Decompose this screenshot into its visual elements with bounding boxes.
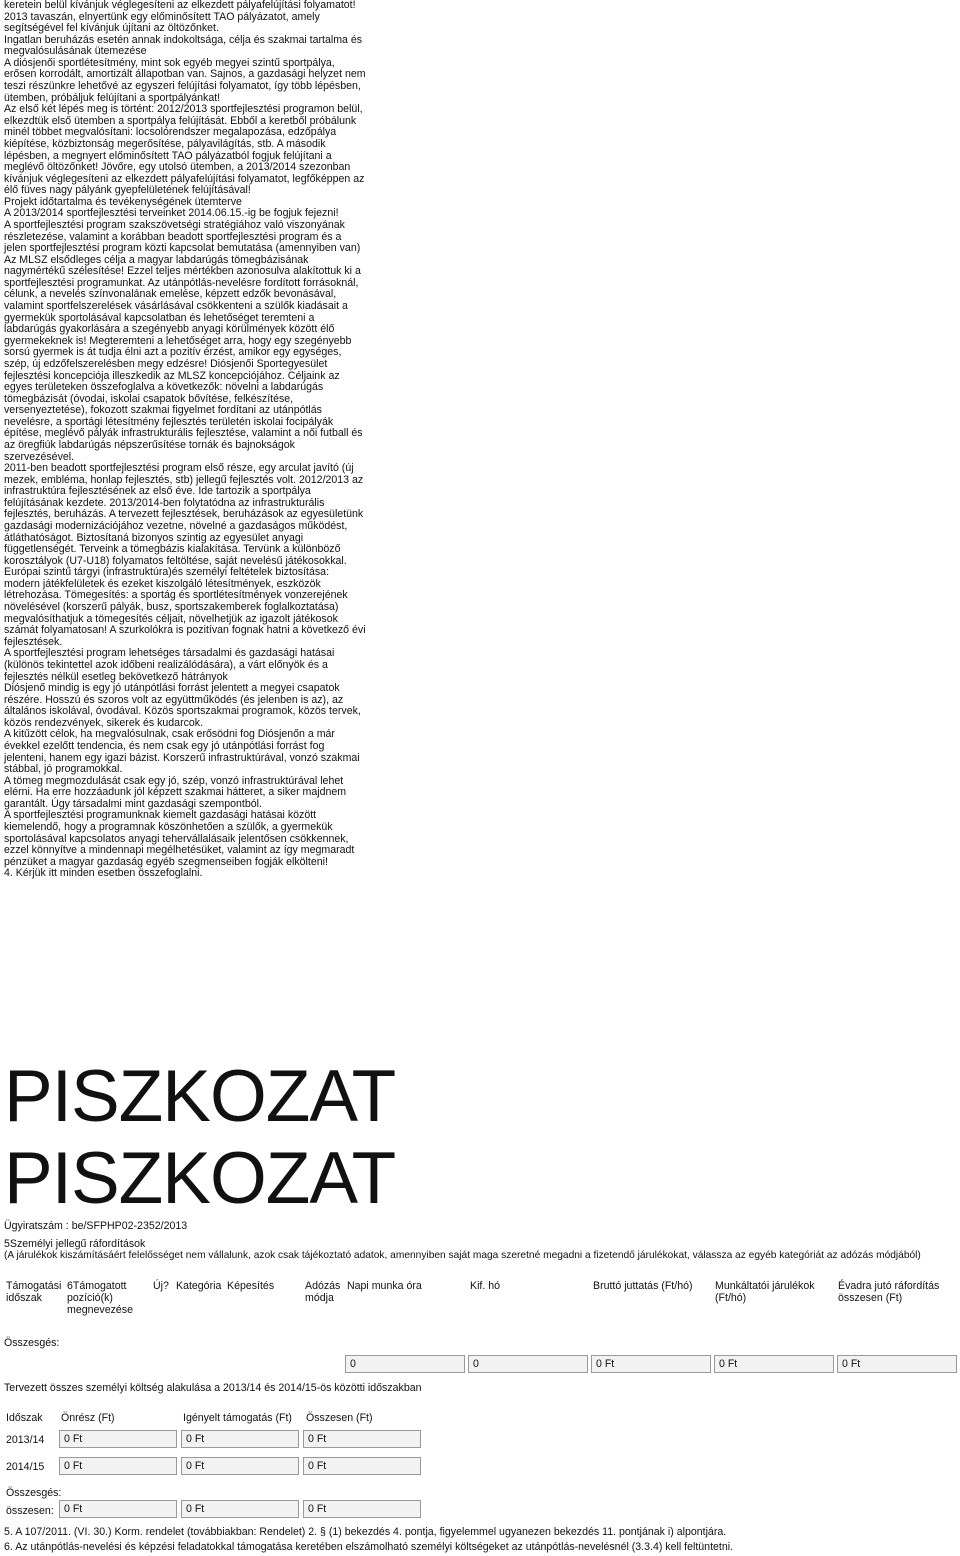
col-header: Önrész (Ft) [61, 1412, 115, 1424]
col-header: Kategória [176, 1280, 222, 1292]
paragraph: A 2013/2014 sportfejlesztési terveinket 2014.06.15.-ig be fogjuk fejezni! [4, 207, 339, 220]
col-header: Évadra jutó ráfordítás összesen (Ft) [838, 1280, 940, 1304]
col-header: Napi munka óra [347, 1280, 422, 1292]
section-heading: A sportfejlesztési program szakszövetségi stratégiához való viszonyának részletezése, valamint a korábban beadott sportfejlesztési program és a jelen sportfejlesztési program közti kapcsolat bemutatása (amennyiben van) [4, 218, 361, 255]
section-heading: A sportfejlesztési program lehetséges társadalmi és gazdasági hatásai (különös tekintettel azok időbeni realizálódására), a várt előnyök és a fejlesztés nélkül esetleg bekövetkező hátrányok [4, 647, 335, 683]
paragraph: Diósjenő mindig is egy jó utánpótlási forrást jelentett a megyei csapatok részére. Hosszú és szoros volt az együttműködés (és jelenben is az), az általános iskolával, óvodával. Közös sportszakmai programok, közös tervek, közös rendezvények, sikerek és kudarcok. [4, 682, 361, 729]
sum-field-total[interactable]: 0 Ft [837, 1355, 957, 1373]
own-share-2013[interactable]: 0 Ft [59, 1430, 177, 1448]
requested-2014[interactable]: 0 Ft [181, 1457, 299, 1475]
grand-total[interactable]: 0 Ft [303, 1500, 421, 1518]
section-heading: Projekt időtartalma és tevékenységének ütemterve [4, 195, 242, 208]
paragraph: keretein belül kívánjuk véglegesíteni az elkezdett pályafelújítási folyamatot! [4, 0, 356, 11]
col-header: Időszak [6, 1412, 43, 1424]
sum-field-contrib[interactable]: 0 Ft [714, 1355, 834, 1373]
section-title: 5Személyi jellegű ráfordítások [4, 1238, 146, 1250]
row-label: 2013/14 [6, 1434, 45, 1446]
col-header: Bruttó juttatás (Ft/hó) [593, 1280, 693, 1292]
draft-watermark: PISZKOZAT [4, 1138, 396, 1219]
sum-field-gross[interactable]: 0 Ft [591, 1355, 711, 1373]
paragraph: A sportfejlesztési programunknak kiemelt gazdasági hatásai között kiemelendő, hogy a programnak köszönhetően a szülők, a gyermekük sportolásával kapcsolatos anyagi tehervállalásaik jelentősen csökkennek, ezzel könnyítve a mindennapi megélhetésüket, valamint az így megmaradt pénzüket a magyar gazdaság egyéb szegmenseiben fogják elkölteni! [4, 809, 355, 868]
col-header: Igényelt támogatás (Ft) [183, 1412, 292, 1424]
draft-watermark: PISZKOZAT [4, 1056, 396, 1137]
row-label: 2014/15 [6, 1461, 45, 1473]
col-header: Támogatási időszak [6, 1280, 62, 1304]
total-2014[interactable]: 0 Ft [303, 1457, 421, 1475]
col-header: Adózás módja [305, 1280, 341, 1304]
paragraph: 2011-ben beadott sportfejlesztési program első része, egy arculat javító (új mezek, embléma, honlap fejlesztés, stb) jellegű fejlesztés volt. 2012/2013 az infrastruktúra fejlesztésének az első éve. Ide tartozik a sportpálya felújításának kezdete. 2013/2014-ben folytatódna az infrastrukturális fejlesztés, beruházás. A tervezett fejlesztések, beruházások az egyesületünk gazdasági modernizációjához vezetne, növelné a gazdaságos működést, átláthatóságot. Biztosítaná bizonyos szintig az egyesület anyagi függetlenségét. Terveink a tömegbázis kialakítása. Tervünk a különböző korosztályok (U7-U18) folyamatos feltöltése, saját nevelésű játékosokkal. Európai szintű tárgyi (infrastruktúra)és személyi feltételek biztosítása: modern játékfelületek és ezeket kiszolgáló létesítmények, eszközök létrehozása. Tömegesítés: a sportág és sportlétesítmények vonzerejének növelésével (korszerű pályák, busz, sportszakemberek foglalkoztatása) megvalósíthatjuk a tömegesítés céljait, növelhetjük az igazolt játékosok számát folyamatosan! A szurkolókra is pozitívan fognak hatni a következő évi fejlesztések. [4, 462, 366, 648]
col-header: Összesen (Ft) [306, 1412, 373, 1424]
col-header: Kif. hó [470, 1280, 501, 1292]
file-number: Ügyiratszám : be/SFPHP02-2352/2013 [4, 1220, 188, 1232]
col-header: Munkáltatói járulékok (Ft/hó) [715, 1280, 815, 1304]
section-note: (A járulékok kiszámításáért felelősséget nem vállalunk, azok csak tájékoztató adatok, amennyiben saját maga szeretné megadni a fizetendő járulékokat, válassza az egyéb kategóriát az adózás módjából) [4, 1250, 921, 1261]
planned-title: Tervezett összes személyi költség alakulása a 2013/14 és 2014/15-ös közötti időszakban [4, 1382, 422, 1394]
col-header: Képesítés [227, 1280, 275, 1292]
requested-total[interactable]: 0 Ft [181, 1500, 299, 1518]
paragraph: Az MLSZ elsődleges célja a magyar labdarúgás tömegbázisának nagymértékű szélesítése! Ezzel teljes mértékben azonosulva alakítottuk ki a sportfejlesztési programunkat. Az utánpótlás-nevelésre fordított forrásoknál, célunk, a nevelés színvonalának emelése, képzett edzők bevonásával, valamint sportfelszerelések vásárlásával csökkenteni a szülők kiadásait a gyermekük sportolásával kapcsolatban és lehetőséget teremteni a labdarúgás gyakorlására a szegényebb anyagi körülmények között élő gyermekeknek is! Megteremteni a lehetőséget arra, hogy egy szegényebb sorsú gyermek is át tudja élni azt a pozitív érzést, amikor egy egységes, szép, új edzőfelszerelésben megy edzésre! Diósjenői Sportegyesület fejlesztési koncepciója illeszkedik az MLSZ koncepciójához. Céljaink az egyes területeken összefoglalva a következők: növelni a labdarúgás tömegbázisát (óvodai, iskolai csapatok bővítése, felkészítése, versenyeztetése), fokozott szakmai figyelmet fordítani az utánpótlás nevelésre, a sportági létesítmény fejlesztés területén iskolai focipályák építése, meglévő pályák infrastrukturális fejlesztése, valamint a női futball és az öregfiúk labdarúgás népszerűsítése tornák és bajnokságok szervezésével. [4, 253, 363, 463]
section-heading: Ingatlan beruházás esetén annak indokoltsága, célja és szakmai tartalma és megvalósulásának ütemezése [4, 33, 363, 58]
total-2013[interactable]: 0 Ft [303, 1430, 421, 1448]
paragraph: A tömeg megmozdulását csak egy jó, szép, vonzó infrastruktúrával lehet elérni. Ha erre hozzáadunk jól képzett szakmai hátteret, a siker majdnem garantált. Úgy társadalmi mint gazdasági szempontból. [4, 774, 347, 810]
paragraph: 2013 tavaszán, elnyertünk egy előminősített TAO pályázatot, amely segítségével fel kívánjuk újítani az öltözőnket. [4, 10, 320, 35]
own-share-total[interactable]: 0 Ft [59, 1500, 177, 1518]
col-header: Új? [153, 1280, 169, 1292]
body-text [4, 0, 366, 880]
paragraph: A diósjenői sportlétesítmény, mint sok egyéb megyei szintű sportpálya, erősen korrodált, amortizált állapotban van. Sajnos, a gazdasági helyzet nem teszi részünkre lehetővé az egyszeri felújítási folyamatot, így több lépésben, ütemben, próbáljuk felújítani a sportpályánkat! [4, 56, 366, 104]
footnote: 6. Az utánpótlás-nevelési és képzési feladatokkal támogatása keretében elszámolható személyi költségeket az utánpótlás-nevelésnél (3.3.4) kell feltüntetni. [4, 1541, 734, 1553]
paragraph: Az első két lépés meg is történt: 2012/2013 sportfejlesztési programon belül, elkezdtük első ütemben a sportpálya felújítását. Ebből a keretből próbálunk minél többet megvalósítani: locsolórendszer megalapozása, edzőpálya kiépítése, közbiztonság megerősítése, pályavilágítás, stb. A második lépésben, a megnyert előminősített TAO pályázatból fogjuk felújítani a meglévő öltözőnket! Jövőre, egy utolsó ütemben, a 2013/2014 szezonban kívánjuk véglegesíteni az elkezdett pályafelújítási folyamatot, legfőképpen az élő füves nagy pályánk gyepfelületének felújításával! [4, 103, 365, 197]
section-heading: 4. Kérjük itt minden esetben összefoglalni. [4, 867, 203, 880]
col-header: 6Támogatott pozíció(k) megnevezése [67, 1280, 133, 1316]
total-label: Összesgés: összesen: [6, 1487, 62, 1517]
sum-label: Összesgés: [4, 1337, 60, 1349]
paragraph: A kitűzött célok, ha megvalósulnak, csak erősödni fog Diósjenőn a már évekkel ezelőtt tendencia, és nem csak egy jó utánpótlási forrást fog jelenteni, hanem egy igazi bázist. Korszerű infrastruktúrával, vonzó szakmai stábbal, jó programokkal. [4, 728, 360, 776]
footnote: 5. A 107/2011. (VI. 30.) Korm. rendelet (továbbiakban: Rendelet) 2. § (1) bekezdés 4. pontja, figyelemmel ugyanezen bekezdés 11. pontjának i) alpontjára. [4, 1526, 727, 1538]
requested-2013[interactable]: 0 Ft [181, 1430, 299, 1448]
sum-field-hours[interactable]: 0 [345, 1355, 465, 1373]
sum-field-months[interactable]: 0 [468, 1355, 588, 1373]
own-share-2014[interactable]: 0 Ft [59, 1457, 177, 1475]
